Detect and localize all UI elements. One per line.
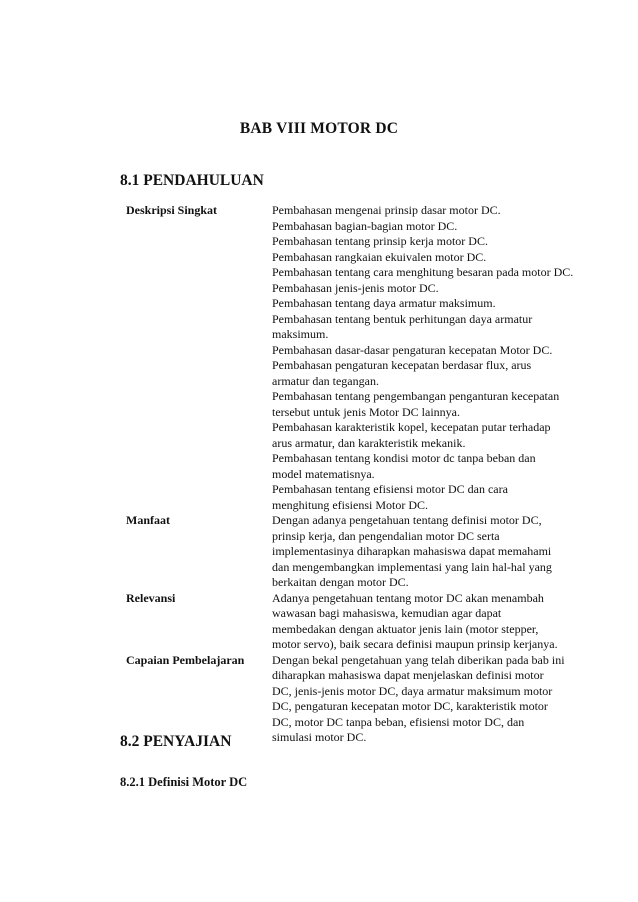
content-line: armatur dan tegangan. xyxy=(272,373,379,388)
content-line: Pembahasan dasar-dasar pengaturan kecepatan Motor DC. xyxy=(272,342,553,357)
content-line: Pembahasan tentang cara menghitung besaran pada motor DC. xyxy=(272,265,574,279)
content-line: model matematisnya. xyxy=(272,466,375,481)
content-line: implementasinya diharapkan mahasiswa dapat memahami xyxy=(272,544,552,558)
content-line: Pembahasan pengaturan kecepatan berdasar flux, arus xyxy=(272,358,532,372)
content-line: DC, pengaturan kecepatan motor DC, karakteristik motor xyxy=(272,699,548,713)
content-line: membedakan dengan aktuator jenis lain (motor stepper, xyxy=(272,621,539,636)
content-line: Pembahasan bagian-bagian motor DC. xyxy=(272,218,458,233)
content-line: wawasan bagi mahasiswa, kemudian agar dapat xyxy=(272,606,502,620)
content-line: DC, motor DC tanpa beban, efisiensi motor DC, dan xyxy=(272,714,525,729)
content-line: Pembahasan tentang kondisi motor dc tanpa beban dan xyxy=(272,451,536,465)
row-content xyxy=(272,513,596,591)
chapter-title: BAB VIII MOTOR DC xyxy=(239,120,399,137)
content-line: Pembahasan tentang prinsip kerja motor DC. xyxy=(272,234,488,248)
row-content xyxy=(272,591,596,653)
row-relevansi xyxy=(126,591,596,653)
content-line: Pembahasan mengenai prinsip dasar motor DC. xyxy=(272,203,501,217)
content-line: Dengan bekal pengetahuan yang telah diberikan pada bab ini xyxy=(272,652,565,667)
content-line: diharapkan mahasiswa dapat menjelaskan definisi motor xyxy=(272,668,544,682)
row-manfaat xyxy=(126,513,596,591)
row-label: Relevansi xyxy=(126,590,176,605)
info-table xyxy=(126,203,596,746)
content-line: arus armatur, dan karakteristik mekanik. xyxy=(272,435,466,450)
row-label: Deskripsi Singkat xyxy=(126,203,218,217)
content-line: DC, jenis-jenis motor DC, daya armatur maksimum motor xyxy=(272,683,553,698)
content-line: Pembahasan tentang bentuk perhitungan daya armatur xyxy=(272,311,533,326)
row-content xyxy=(272,653,596,746)
content-line: Dengan adanya pengetahuan tentang definisi motor DC, xyxy=(272,513,542,527)
section-heading-pendahuluan: 8.1 PENDAHULUAN xyxy=(120,172,264,189)
content-line: Pembahasan tentang pengembangan penganturan kecepatan xyxy=(272,389,560,403)
row-capaian-pembelajaran xyxy=(126,653,596,746)
row-deskripsi-singkat xyxy=(126,203,596,513)
content-line: prinsip kerja, dan pengendalian motor DC serta xyxy=(272,528,500,543)
row-content xyxy=(272,203,596,513)
content-line: Pembahasan karakteristik kopel, kecepatan putar terhadap xyxy=(272,420,551,434)
content-line: Pembahasan tentang daya armatur maksimum. xyxy=(272,296,496,310)
content-line: Pembahasan rangkaian ekuivalen motor DC. xyxy=(272,249,487,264)
content-line: Pembahasan tentang efisiensi motor DC dan cara xyxy=(272,482,508,496)
row-label: Capaian Pembelajaran xyxy=(126,652,245,667)
section-heading-penyajian: 8.2 PENYAJIAN xyxy=(120,733,232,750)
content-line: berkaitan dengan motor DC. xyxy=(272,575,409,589)
content-line: menghitung efisiensi Motor DC. xyxy=(272,497,428,512)
content-line: motor servo), baik secara definisi maupun prinsip kerjanya. xyxy=(272,637,558,651)
subsection-heading-definisi: 8.2.1 Definisi Motor DC xyxy=(120,775,248,789)
content-line: maksimum. xyxy=(272,327,329,341)
content-line: dan mengembangkan implementasi yang lain hal-hal yang xyxy=(272,559,552,574)
row-label: Manfaat xyxy=(126,513,170,527)
content-line: tersebut untuk jenis Motor DC lainnya. xyxy=(272,404,460,419)
content-line: simulasi motor DC. xyxy=(272,730,367,744)
content-line: Pembahasan jenis-jenis motor DC. xyxy=(272,280,439,295)
content-line: Adanya pengetahuan tentang motor DC akan menambah xyxy=(272,590,544,605)
